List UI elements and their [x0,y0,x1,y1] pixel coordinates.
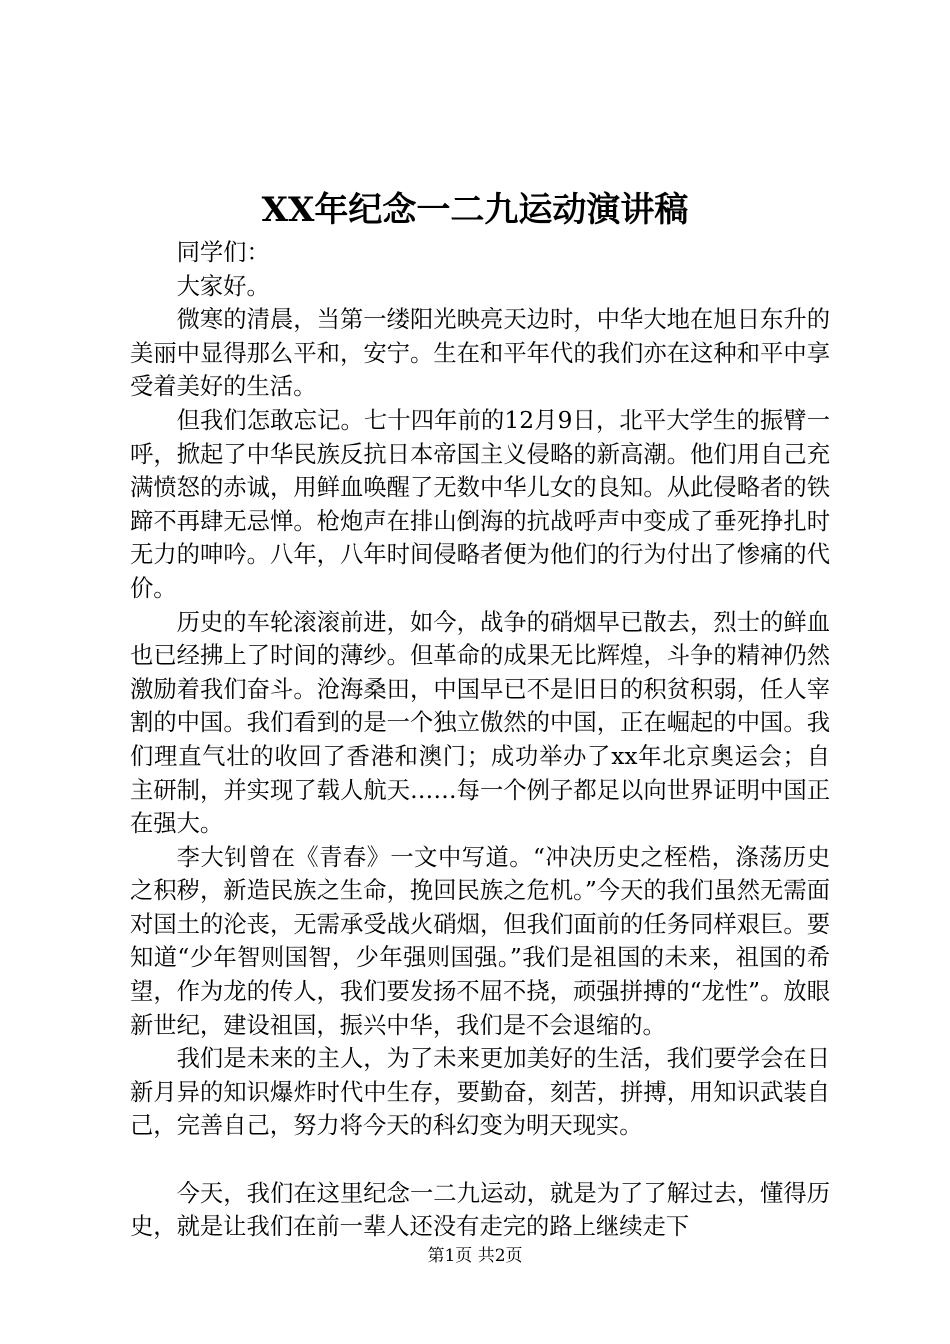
paragraph-1: 微寒的清晨，当第一缕阳光映亮天边时，中华大地在旭日东升的美丽中显得那么平和，安宁。生在和平年代的我们亦在这种和平中享受着美好的生活。 [130,306,830,401]
paragraph-4: 李大钊曾在《青春》一文中写道。“冲决历史之桎梏，涤荡历史之积秽，新造民族之生命，挽回民族之危机。”今天的我们虽然无需面对国土的沦丧，无需承受战火硝烟，但我们面前的任务同样艰巨。要知道“少年智则国智，少年强则国强。”我们是祖国的未来，祖国的希望，作为龙的传人，我们要发扬不屈不挠，顽强拼搏的“龙性”。放眼新世纪，建设祖国，振兴中华，我们是不会退缩的。 [130,843,830,1039]
paragraph-6: 今天，我们在这里纪念一二九运动，就是为了了解过去，懂得历史，就是让我们在前一辈人还没有走完的路上继续走下 [130,1179,830,1241]
greeting-line: 同学们： [176,239,270,266]
paragraph-2: 但我们怎敢忘记。七十四年前的12月9日，北平大学生的振臂一呼，掀起了中华民族反抗日本帝国主义侵略的新高潮。他们用自己充满愤怒的赤诚，用鲜血唤醒了无数中华儿女的良知。从此侵略者的铁蹄不再肆无忌惮。枪炮声在排山倒海的抗战呼声中变成了垂死挣扎时无力的呻吟。八年，八年时间侵略者便为他们的行为付出了惨痛的代价。 [130,406,830,602]
paragraph-spacer [130,1143,830,1177]
paragraph-3: 历史的车轮滚滚前进，如今，战争的硝烟早已散去，烈士的鲜血也已经拂上了时间的薄纱。但革命的成果无比辉煌，斗争的精神仍然激励着我们奋斗。沧海桑田，中国早已不是旧日的积贫积弱，任人宰割的中国。我们看到的是一个独立傲然的中国，正在崛起的中国。我们理直气壮的收回了香港和澳门；成功举办了xx年北京奥运会；自主研制，并实现了载人航天……每一个例子都足以向世界证明中国正在强大。 [130,608,830,838]
document-title: XX年纪念一二九运动演讲稿 [261,190,689,230]
hello-line: 大家好。 [176,272,270,300]
page-footer: 第1页 共2页 [427,1246,523,1266]
paragraph-5: 我们是未来的主人，为了未来更加美好的生活，我们要学会在日新月异的知识爆炸时代中生存，要勤奋，刻苦，拼搏，用知识武装自己，完善自己，努力将今天的科幻变为明天现实。 [130,1045,830,1140]
document-body [130,236,830,1244]
